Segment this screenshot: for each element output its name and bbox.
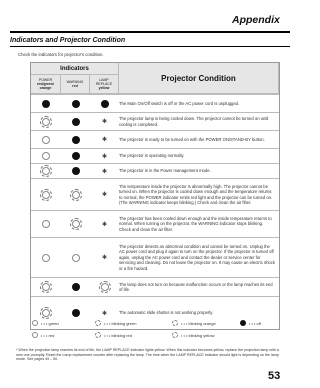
- row-description: The projector detects an abnormal condition and cannot be turned on. Unplug the AC power cord and plug it again to turn on the projector. If the projector is turned off again, unplug the AC power cord and contact the dealer or service center for servicing and cleaning. Do not leave the projector on. It may cause an electric shock or a fire hazard.: [119, 243, 275, 271]
- legend-blinking-yellow: [172, 332, 214, 338]
- power-colors-1: red/green/: [37, 81, 54, 86]
- row-description: The projector is in the Power management mode.: [119, 168, 211, 174]
- row-description: The projector is operating normally.: [119, 153, 185, 159]
- lamp-label-2: REPLACE: [95, 81, 113, 86]
- asterisk-icon: ✱: [101, 168, 108, 175]
- power-indicator-icon: [42, 100, 50, 108]
- power-colors-2: orange: [39, 86, 52, 91]
- asterisk-icon: ✱: [101, 310, 108, 317]
- warning-indicator-icon: [72, 136, 80, 144]
- blinking-green-dot-icon: [95, 320, 101, 326]
- header-section-label: Appendix: [232, 14, 280, 26]
- blinking-yellow-dot-icon: [172, 332, 178, 338]
- legend-label: • • • blinking green: [104, 320, 137, 326]
- asterisk-icon: ✱: [101, 119, 108, 125]
- lamp-label-1: LAMP: [99, 77, 109, 82]
- blinking-orange-dot-icon: [172, 320, 178, 326]
- asterisk-icon: ✱: [101, 192, 108, 198]
- legend-label: • • • green: [41, 320, 59, 326]
- row-description: The projector has been cooled down enough and the inside temperature returns to normal. When turning on the projector, the WARNING indicator stops blinking. Check and clean the air filter.: [119, 215, 272, 232]
- indicator-table: [30, 62, 280, 330]
- warning-indicator-icon: [72, 191, 80, 199]
- table-row: [31, 237, 279, 277]
- power-indicator-icon: [42, 167, 50, 175]
- table-row: [31, 94, 279, 112]
- asterisk-icon: ✱: [101, 153, 108, 160]
- off-dot-icon: [240, 320, 246, 326]
- legend-red: [32, 332, 54, 338]
- asterisk-icon: ✱: [101, 137, 108, 143]
- lamp-color: yellow: [98, 86, 110, 91]
- power-indicator-icon: [42, 191, 50, 199]
- legend-label: • • • red: [41, 332, 55, 338]
- table-row: [31, 163, 279, 178]
- warning-indicator-icon: [72, 100, 80, 108]
- table-row: [31, 277, 279, 296]
- warning-label: WARNING: [66, 79, 84, 84]
- intro-text: Check the indicators for projector's condition.: [18, 52, 104, 57]
- power-indicator-icon: [42, 152, 50, 160]
- warning-indicator-icon: [72, 167, 80, 175]
- lamp-column-header: [90, 75, 119, 94]
- power-column-header: [31, 75, 61, 94]
- legend-blinking-green: [95, 320, 136, 326]
- row-description: The temperature inside the projector is abnormally high. The projector cannot be turned on. When the projector is cooled down enough and the temperature returns to normal, the POWER indicator emits red light and the projector can be turned on. (The WARNING indicator keeps blinking.) Check and clean the air filter.: [119, 183, 273, 205]
- power-indicator-icon: [42, 136, 50, 144]
- condition-header: Projector Condition: [119, 63, 279, 94]
- table-row: [31, 178, 279, 210]
- power-indicator-icon: [42, 283, 50, 291]
- legend-green: [32, 320, 59, 326]
- asterisk-icon: ✱: [101, 255, 108, 261]
- footnote: * When the projection lamp reaches its end of life, the LAMP REPLACE indicator lights yellow. When this indicator becomes yellow, replace the projection lamp with a new one promptly. Reset the Lamp replacement counter after replacing the lamp. The time when the LAMP REPLACE indicator should light is depending on the lamp mode. See pages 49 – 50.: [16, 348, 279, 362]
- warning-indicator-icon: [72, 309, 80, 317]
- legend-label: • • • off: [249, 320, 261, 326]
- indicators-header: Indicators: [31, 63, 119, 75]
- legend-label: • • • blinking orange: [181, 320, 216, 326]
- legend-label: • • • blinking red: [104, 332, 132, 338]
- table-row: [31, 148, 279, 163]
- warning-color: red: [72, 84, 78, 88]
- power-indicator-icon: [42, 220, 50, 228]
- section-title: Indicators and Projector Condition: [10, 37, 126, 44]
- row-description: The projector is ready to be turned on with the POWER ON/STAND-BY button.: [119, 136, 265, 142]
- lamp-indicator-icon: [101, 100, 109, 108]
- table-row: [31, 210, 279, 237]
- warning-column-header: [61, 75, 90, 94]
- legend-label: • • • blinking yellow: [181, 332, 215, 338]
- asterisk-icon: ✱: [101, 221, 108, 228]
- warning-indicator-icon: [72, 118, 80, 126]
- page-number: 53: [268, 370, 281, 382]
- header-rule: [10, 31, 290, 33]
- blinking-red-dot-icon: [95, 332, 101, 338]
- warning-indicator-icon: [72, 283, 80, 291]
- power-indicator-icon: [42, 309, 50, 317]
- warning-indicator-icon: [72, 152, 80, 160]
- warning-indicator-icon: [72, 220, 80, 228]
- row-description: The Main On/Off switch is off or the AC power cord is unplugged.: [119, 100, 240, 106]
- legend-blinking-orange: [172, 320, 216, 326]
- row-description: The automatic slide shutter is not working properly.: [119, 310, 214, 316]
- section-underline: [10, 46, 290, 47]
- warning-indicator-icon: [72, 254, 80, 262]
- power-indicator-icon: [42, 254, 50, 262]
- green-dot-icon: [32, 320, 38, 326]
- table-row: [31, 112, 279, 130]
- red-dot-icon: [32, 332, 38, 338]
- lamp-indicator-icon: [101, 283, 109, 291]
- power-indicator-icon: [42, 118, 50, 126]
- table-row: [31, 130, 279, 148]
- power-label: POWER: [38, 77, 53, 82]
- legend-blinking-red: [95, 332, 132, 338]
- legend-off: [240, 320, 261, 326]
- row-description: The lamp does not turn on because malfunction occurs or the lamp reaches its end of life.: [119, 281, 273, 292]
- row-description: The projector lamp is being cooled down. The projector cannot be turned on until cooling is completed.: [119, 116, 269, 127]
